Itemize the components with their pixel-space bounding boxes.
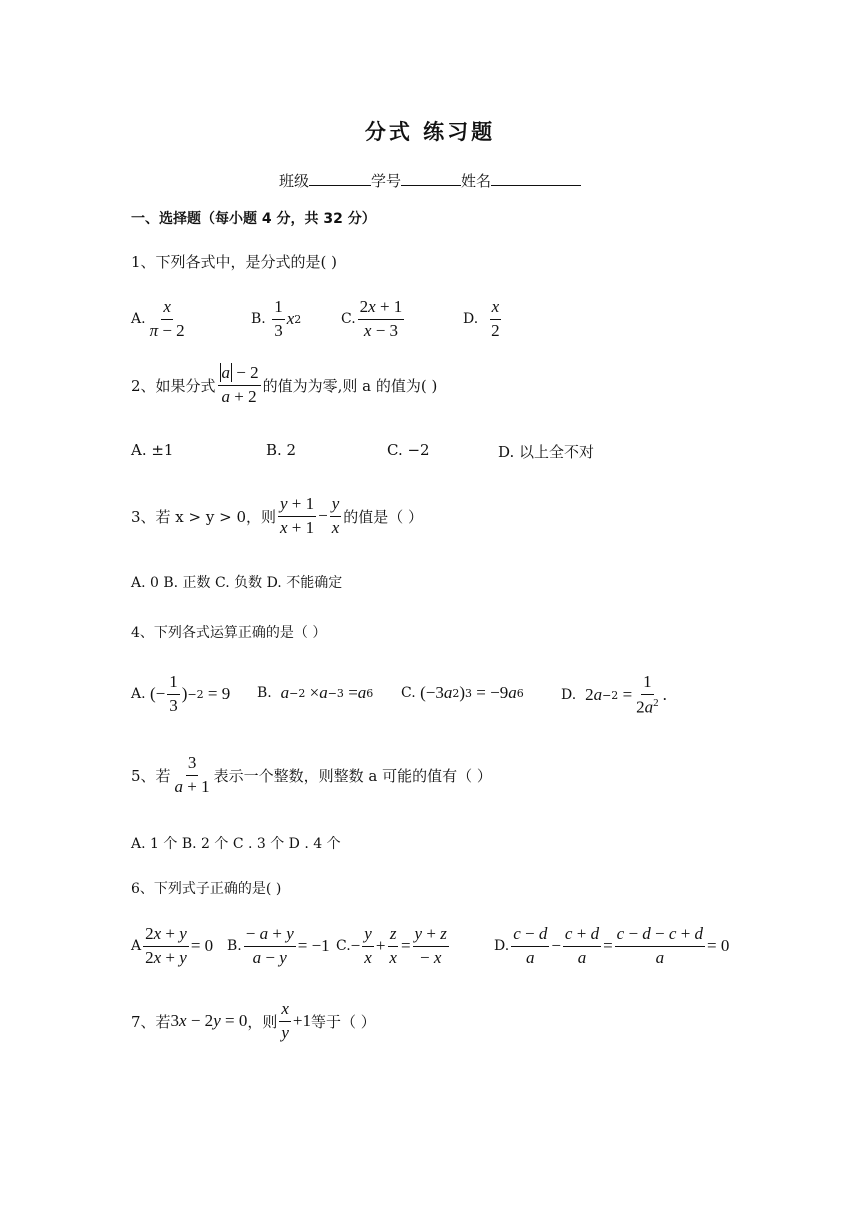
q1-option-d	[463, 298, 504, 340]
number-blank[interactable]	[401, 171, 461, 186]
section-heading: 一、选择题（每小题 4 分，共 32 分）	[131, 211, 376, 227]
q1-option-a	[131, 298, 189, 340]
number-label: 学号	[371, 172, 402, 190]
option-label: C.	[401, 685, 416, 701]
option-label: C.	[336, 938, 351, 955]
q3-suffix: 的值是（ ）	[343, 507, 424, 526]
q4-option-d: D. 2 a −2 = $\frac{1}{2a^2}$ .	[561, 672, 667, 717]
q1-option-c	[341, 298, 406, 340]
question-2-stem	[131, 364, 437, 406]
name-label: 姓名	[461, 172, 492, 190]
class-blank[interactable]	[309, 171, 371, 186]
fraction: $\frac{a - 2}{a + 2}$	[218, 364, 261, 406]
option-label: C.	[341, 311, 356, 328]
fraction: $\frac{2x + 1}{x - 3}$	[359, 297, 403, 340]
q6-option-d: D. $\frac{c - d}{a}$ − $\frac{c + d}{a}$ = $\frac{c - d - c + d}{a}$ = 0	[494, 924, 730, 967]
q4-option-a: A. (− $\frac{1}{3}$ ) −2 = 9	[131, 672, 231, 715]
fraction: $\frac{z}{x}$	[389, 924, 397, 967]
question-3-stem: 3、若 x > y > 0，则 $\frac{y + 1}{x + 1}$ − $\frac{y}{x}$ 的值是（ ）	[131, 494, 424, 537]
option-label: D.	[494, 938, 510, 955]
fraction: $\frac{x}{y}$	[281, 999, 289, 1042]
option-label: A.	[131, 311, 146, 328]
q7-prefix: 7、若	[131, 1012, 171, 1031]
q5-prefix: 5、若	[131, 766, 171, 785]
fraction: $\frac{c - d}{a}$	[513, 924, 548, 967]
q2-option-a: A. ±1	[131, 441, 174, 459]
fraction: $\frac{x}{2}$	[491, 297, 500, 340]
option-label: A.	[131, 686, 146, 703]
class-label: 班级	[279, 172, 310, 190]
option-label: D.	[463, 311, 479, 328]
fraction: $\frac{c - d - c + d}{a}$	[616, 924, 704, 967]
q4-option-c: C. (−3 a 2 ) 3 = −9 a 6	[401, 683, 524, 702]
q2-suffix: 的值为为零,则 a 的值为( )	[262, 376, 438, 395]
fraction: $\frac{3}{a + 1}$	[174, 753, 210, 796]
option-label: D.	[561, 687, 577, 704]
fraction: $\frac{y}{x}$	[364, 924, 372, 967]
option-label: B.	[251, 311, 266, 328]
fraction: $\frac{1}{2a^2}$	[636, 672, 659, 717]
q7-mid: ，则	[247, 1012, 278, 1031]
q6-option-c: C. − $\frac{y}{x}$ + $\frac{z}{x}$ = $\frac{y + z}{- x}$	[336, 924, 447, 967]
fraction: $\frac{x}{\pi - 2}$	[149, 297, 185, 340]
q6-option-b: B. $\frac{- a + y}{a - y}$ = −1	[227, 924, 330, 967]
fraction: $\frac{c + d}{a}$	[564, 924, 600, 967]
page-title: 分式 练习题	[364, 120, 496, 144]
q3-options: A. 0 B. 正数 C. 负数 D. 不能确定	[131, 575, 343, 591]
q2-prefix: 2、如果分式	[131, 376, 216, 395]
q4-option-b: B. a −2 × a −3 = a 6	[257, 683, 374, 702]
fraction: $\frac{1}{3}$	[274, 297, 283, 340]
q2-option-c: C. −2	[387, 441, 430, 459]
q2-option-d: D. 以上全不对	[498, 443, 595, 461]
q5-options: A. 1 个 B. 2 个 C . 3 个 D . 4 个	[131, 836, 341, 852]
fraction: $\frac{y}{x}$	[331, 494, 340, 537]
q7-suffix: 等于（ ）	[310, 1012, 376, 1031]
question-7-stem: 7、若 3x − 2y = 0 ，则 $\frac{x}{y}$ +1 等于（ ）	[131, 999, 376, 1042]
q5-suffix: 表示一个整数，则整数 a 可能的值有（ ）	[213, 766, 492, 785]
fraction: $\frac{y + z}{- x}$	[414, 924, 447, 967]
student-info-line	[279, 170, 581, 191]
q3-prefix: 3、若 x > y > 0，则	[131, 507, 276, 526]
q2-option-b: B. 2	[266, 441, 297, 459]
question-6-stem: 6、下列式子正确的是( )	[131, 881, 282, 897]
q6-option-a: A $\frac{2x + y}{2x + y}$ = 0	[131, 924, 214, 967]
option-label: B.	[257, 685, 272, 701]
fraction: $\frac{1}{3}$	[169, 672, 178, 715]
q1-option-b: B. $\frac{1}{3}$ x 2	[251, 297, 302, 340]
name-blank[interactable]	[491, 171, 581, 186]
option-label: B.	[227, 938, 242, 955]
option-label: A	[131, 938, 142, 955]
fraction: $\frac{2x + y}{2x + y}$	[145, 924, 187, 967]
question-5-stem	[131, 754, 492, 796]
question-1-stem: 1、下列各式中，是分式的是( )	[131, 253, 338, 271]
fraction: $\frac{- a + y}{a - y}$	[245, 924, 294, 967]
question-4-stem: 4、下列各式运算正确的是（ ）	[131, 625, 327, 641]
fraction: $\frac{y + 1}{x + 1}$	[280, 494, 315, 537]
